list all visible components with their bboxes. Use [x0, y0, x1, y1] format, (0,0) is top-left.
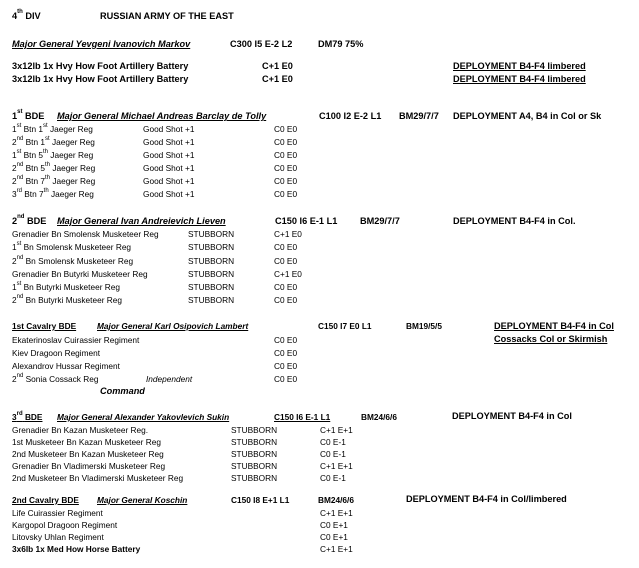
list-item: Life Cuirassier Regiment [12, 508, 103, 518]
list-item: Grenadier Bn Smolensk Musketeer Reg [12, 229, 159, 239]
bde2-title: 2nd BDE [12, 214, 47, 226]
unit-trait: Good Shot +1 [143, 176, 195, 186]
cav2-deployment: DEPLOYMENT B4-F4 in Col/limbered [406, 494, 567, 504]
unit-rating: C0 E-1 [320, 437, 346, 447]
list-item: Alexandrov Hussar Regiment [12, 361, 120, 371]
unit-trait: Good Shot +1 [143, 150, 195, 160]
unit-trait: STUBBORN [188, 256, 235, 266]
unit-trait: STUBBORN [188, 269, 235, 279]
list-item: 2nd Btn 5th Jaeger Reg [12, 162, 96, 173]
unit-rating: C0 E0 [274, 348, 298, 358]
artillery-unit: 3x12lb 1x Hvy How Foot Artillery Battery [12, 74, 189, 84]
unit-rating: C+1 E+1 [320, 425, 353, 435]
unit-rating: C0 E0 [274, 242, 298, 252]
artillery-rating: C+1 E0 [262, 61, 293, 71]
unit-rating: C0 E+1 [320, 520, 348, 530]
unit-rating: C0 E0 [274, 163, 298, 173]
bde3-morale: BM24/6/6 [361, 412, 397, 422]
army-title: RUSSIAN ARMY OF THE EAST [100, 11, 234, 21]
list-item: 1st Btn 5th Jaeger Reg [12, 149, 94, 160]
unit-trait: STUBBORN [188, 282, 235, 292]
unit-rating: C+1 E+1 [320, 508, 353, 518]
bde1-commander: Major General Michael Andreas Barclay de Tolly [57, 111, 267, 121]
list-item: 3x6lb 1x Med How Horse Battery [12, 544, 141, 554]
list-item: Litovsky Uhlan Regiment [12, 532, 104, 542]
bde1-title: 1st BDE [12, 109, 45, 121]
division-commander-stats: C300 I5 E-2 L2 [230, 39, 293, 49]
list-item: 2nd Musketeer Bn Vladimerski Musketeer Reg [12, 473, 184, 483]
bde1-morale: BM29/7/7 [399, 111, 439, 121]
bde2-commander: Major General Ivan Andreievich Lieven [57, 216, 226, 226]
list-item: Grenadier Bn Kazan Musketeer Reg. [12, 425, 149, 435]
list-item: 2nd Bn Smolensk Musketeer Reg [12, 255, 134, 266]
list-item: 1st Bn Smolensk Musketeer Reg [12, 241, 132, 252]
list-item: 2nd Btn 1st Jaeger Reg [12, 136, 95, 147]
cav1-stats: C150 I7 E0 L1 [318, 321, 372, 331]
unit-trait: STUBBORN [231, 437, 278, 447]
command-note: Command [100, 386, 145, 396]
artillery-rating: C+1 E0 [262, 74, 293, 84]
unit-trait: Good Shot +1 [143, 163, 195, 173]
bde1-deployment: DEPLOYMENT A4, B4 in Col or Sk [453, 111, 602, 121]
bde2-morale: BM29/7/7 [360, 216, 400, 226]
bde2-stats: C150 I6 E-1 L1 [275, 216, 338, 226]
artillery-deployment: DEPLOYMENT B4-F4 limbered [453, 74, 586, 84]
unit-rating: C+1 E0 [274, 269, 302, 279]
independent-note: Independent [146, 374, 193, 384]
unit-rating: C+1 E0 [274, 229, 302, 239]
unit-trait: STUBBORN [188, 242, 235, 252]
unit-rating: C0 E0 [274, 176, 298, 186]
unit-rating: C0 E-1 [320, 473, 346, 483]
list-item: 2nd Musketeer Bn Kazan Musketeer Reg [12, 449, 164, 459]
list-item: Grenadier Bn Butyrki Musketeer Reg [12, 269, 148, 279]
list-item: Kargopol Dragoon Regiment [12, 520, 118, 530]
cav1-commander: Major General Karl Osipovich Lambert [97, 321, 249, 331]
list-item: Grenadier Bn Vladimerski Musketeer Reg [12, 461, 166, 471]
unit-rating: C0 E+1 [320, 532, 348, 542]
unit-trait: STUBBORN [231, 461, 278, 471]
list-item: 2nd Sonia Cossack Reg [12, 373, 99, 384]
unit-rating: C0 E0 [274, 124, 298, 134]
unit-rating: C0 E0 [274, 137, 298, 147]
list-item: Kiev Dragoon Regiment [12, 348, 101, 358]
cav2-commander: Major General Koschin [97, 495, 188, 505]
bde1-stats: C100 I2 E-2 L1 [319, 111, 382, 121]
unit-trait: Good Shot +1 [143, 189, 195, 199]
list-item: 1st Musketeer Bn Kazan Musketeer Reg [12, 437, 161, 447]
unit-rating: C0 E0 [274, 282, 298, 292]
cav2-stats: C150 I8 E+1 L1 [231, 495, 290, 505]
bde3-deployment: DEPLOYMENT B4-F4 in Col [452, 411, 572, 421]
list-item: 2nd Btn 7th Jaeger Reg [12, 175, 96, 186]
unit-trait: STUBBORN [188, 229, 235, 239]
unit-rating: C+1 E+1 [320, 544, 353, 554]
unit-trait: Good Shot +1 [143, 137, 195, 147]
unit-trait: Good Shot +1 [143, 124, 195, 134]
unit-trait: STUBBORN [231, 425, 278, 435]
cav1-deployment: DEPLOYMENT B4-F4 in Col [494, 321, 614, 331]
unit-rating: C0 E-1 [320, 449, 346, 459]
cav2-morale: BM24/6/6 [318, 495, 354, 505]
unit-trait: STUBBORN [231, 473, 278, 483]
bde2-deployment: DEPLOYMENT B4-F4 in Col. [453, 216, 576, 226]
bde3-title: 3rd BDE [12, 411, 43, 422]
bde3-commander: Major General Alexander Yakovlevich Sukin [57, 412, 230, 422]
artillery-unit: 3x12lb 1x Hvy How Foot Artillery Battery [12, 61, 189, 71]
unit-rating: C0 E0 [274, 295, 298, 305]
unit-trait: STUBBORN [231, 449, 278, 459]
division-commander: Major General Yevgeni Ivanovich Markov [12, 39, 191, 49]
unit-trait: STUBBORN [188, 295, 235, 305]
division-label: 4th DIV [12, 9, 41, 21]
cav2-title: 2nd Cavalry BDE [12, 495, 79, 505]
list-item: Ekaterinoslav Cuirassier Regiment [12, 335, 140, 345]
unit-rating: C+1 E+1 [320, 461, 353, 471]
division-morale: DM79 75% [318, 39, 364, 49]
unit-rating: C0 E0 [274, 256, 298, 266]
bde3-stats: C150 I6 E-1 L1 [274, 412, 331, 422]
unit-rating: C0 E0 [274, 361, 298, 371]
list-item: 1st Btn 1st Jaeger Reg [12, 123, 93, 134]
unit-rating: C0 E0 [274, 150, 298, 160]
list-item: 3rd Btn 7th Jaeger Reg [12, 188, 94, 199]
list-item: 1st Bn Butyrki Musketeer Reg [12, 281, 120, 292]
cav1-deployment-cossacks: Cossacks Col or Skirmish [494, 334, 608, 344]
unit-rating: C0 E0 [274, 374, 298, 384]
artillery-deployment: DEPLOYMENT B4-F4 limbered [453, 61, 586, 71]
cav1-morale: BM19/5/5 [406, 321, 442, 331]
unit-rating: C0 E0 [274, 335, 298, 345]
unit-rating: C0 E0 [274, 189, 298, 199]
cav1-title: 1st Cavalry BDE [12, 321, 77, 331]
list-item: 2nd Bn Butyrki Musketeer Reg [12, 294, 122, 305]
